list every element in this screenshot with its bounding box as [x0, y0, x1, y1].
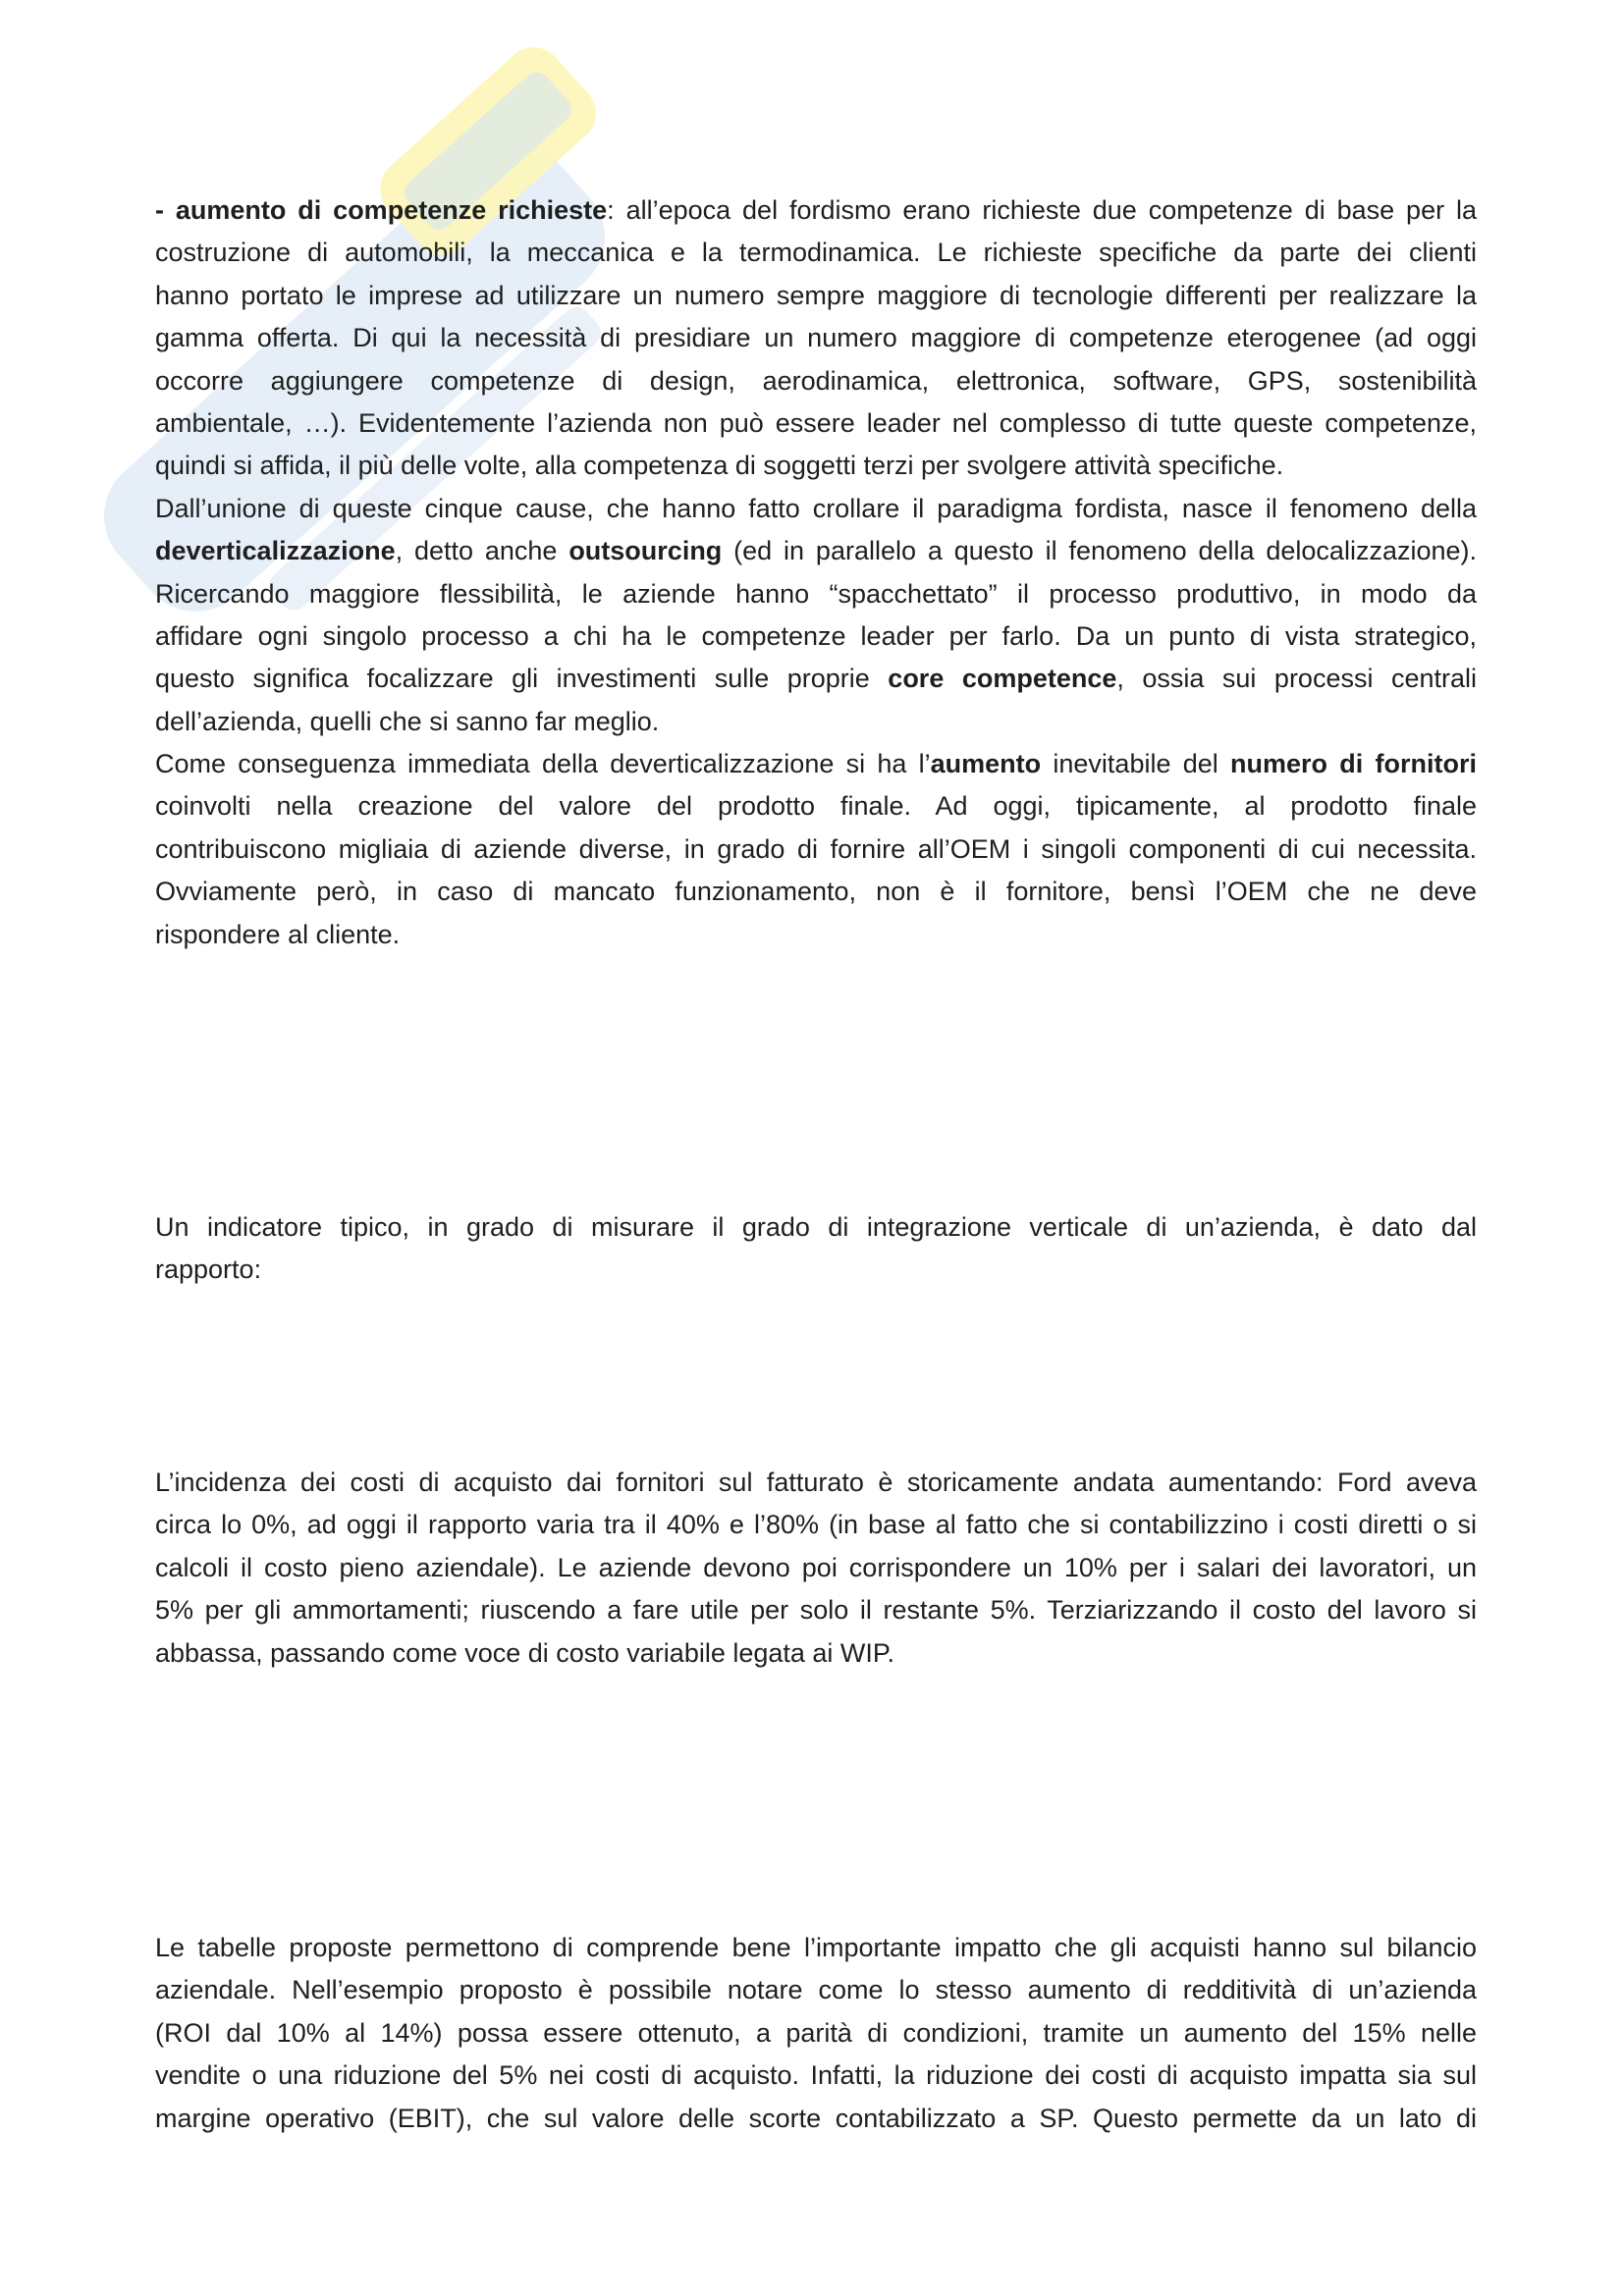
- text-line: [155, 701, 1477, 743]
- text-line: [155, 1249, 1477, 1291]
- text-span: occorre aggiungere competenze di design, aerodinamica, elettronica, software, GPS, sostenibilità: [155, 365, 1477, 396]
- text-line: [155, 317, 1477, 359]
- text-span: quindi si affida, il più delle volte, alla competenza di soggetti terzi per svolgere attività specifiche.: [155, 451, 1284, 481]
- text-line: [155, 402, 1477, 445]
- text-line: [155, 360, 1477, 402]
- text-line: [155, 445, 1477, 487]
- text-span: : all’epoca del fordismo erano richieste due competenze di base per la: [607, 195, 1477, 225]
- text-span: Come conseguenza immediata della deverticalizzazione si ha l’: [155, 749, 931, 779]
- text-line: [155, 2012, 1477, 2055]
- text-line: [155, 1969, 1477, 2011]
- text-span: gamma offerta. Di qui la necessità di presidiare un numero maggiore di competenze eterogenee (ad oggi: [155, 323, 1477, 353]
- text-span: ambientale, …). Evidentemente l’azienda non può essere leader nel complesso di tutte queste competenze,: [155, 407, 1477, 438]
- paragraph-tabelle: [155, 1927, 1477, 2140]
- text-span: rapporto:: [155, 1255, 262, 1285]
- text-line: [155, 1206, 1477, 1249]
- text-line: [155, 743, 1477, 785]
- text-span: hanno portato le imprese ad utilizzare un numero sempre maggiore di tecnologie differenti per realizzare la: [155, 280, 1477, 310]
- text-line: [155, 828, 1477, 871]
- bold-term: outsourcing: [568, 536, 723, 566]
- bold-term: numero di fornitori: [1230, 749, 1477, 779]
- text-span: affidare ogni singolo processo a chi ha le competenze leader per farlo. Da un punto di vista strategico,: [155, 620, 1477, 651]
- text-line: [155, 1927, 1477, 1969]
- text-span: questo significa focalizzare gli investimenti sulle proprie: [155, 664, 889, 694]
- text-line: [155, 1589, 1477, 1631]
- text-line: [155, 488, 1477, 530]
- text-line: [155, 658, 1477, 700]
- text-block-indicatore: [155, 1206, 1477, 1292]
- text-line: [155, 615, 1477, 658]
- text-line: [155, 232, 1477, 274]
- text-span: vendite o una riduzione del 5% nei costi di acquisto. Infatti, la riduzione dei costi di acquisto impatta sia sul: [155, 2060, 1477, 2091]
- text-span: Le tabelle proposte permettono di comprende bene l’importante impatto che gli acquisti hanno sul bilancio: [155, 1933, 1477, 1962]
- text-span: coinvolti nella creazione del valore del prodotto finale. Ad oggi, tipicamente, al prodotto finale: [155, 791, 1477, 822]
- text-block-tabelle: [155, 1927, 1477, 2140]
- text-span: L’incidenza dei costi di acquisto dai fornitori sul fatturato è storicamente andata aumentando: Ford aveva: [155, 1468, 1477, 1497]
- paragraph-deverticalizzazione: [155, 488, 1477, 743]
- text-span: circa lo 0%, ad oggi il rapporto varia tra il 40% e l’80% (in base al fatto che si contabilizzino i costi diretti o si: [155, 1510, 1477, 1540]
- text-line: [155, 1462, 1477, 1504]
- text-span: , ossia sui processi centrali: [1116, 664, 1477, 694]
- text-span: costruzione di automobili, la meccanica e la termodinamica. Le richieste specifiche da parte dei clienti: [155, 238, 1477, 268]
- text-span: 5% per gli ammortamenti; riuscendo a fare utile per solo il restante 5%. Terziarizzando il costo del lavoro si: [155, 1595, 1477, 1626]
- text-line: [155, 871, 1477, 913]
- text-span: inevitabile del: [1041, 749, 1231, 779]
- bold-term: aumento: [930, 749, 1042, 779]
- text-span: dell’azienda, quelli che si sanno far meglio.: [155, 706, 660, 736]
- text-span: Ovviamente però, in caso di mancato funzionamento, non è il fornitore, bensì l’OEM che ne deve: [155, 877, 1477, 907]
- text-span: rispondere al cliente.: [155, 919, 401, 949]
- paragraph-competenze: [155, 189, 1477, 488]
- text-span: Ricercando maggiore flessibilità, le aziende hanno “spacchettato” il processo produttivo, in modo da: [155, 578, 1477, 609]
- paragraph-incidenza-costi: [155, 1462, 1477, 1675]
- text-span: Un indicatore tipico, in grado di misurare il grado di integrazione verticale di un’azienda, è dato dal: [155, 1212, 1477, 1242]
- text-line: [155, 189, 1477, 232]
- text-line: [155, 2055, 1477, 2097]
- text-span: (ed in parallelo a questo il fenomeno della delocalizzazione).: [722, 536, 1477, 566]
- text-line: [155, 1504, 1477, 1546]
- text-span: calcoli il costo pieno aziendale). Le aziende devono poi corrispondere un 10% per i salari dei lavoratori, un: [155, 1552, 1477, 1582]
- text-line: [155, 785, 1477, 828]
- bold-term: - aumento di competenze richieste: [155, 195, 608, 225]
- text-span: (ROI dal 10% al 14%) possa essere ottenuto, a parità di condizioni, tramite un aumento del 15% nelle: [155, 2017, 1477, 2048]
- text-line: [155, 1547, 1477, 1589]
- text-block-incidenza: [155, 1462, 1477, 1675]
- bold-term: core competence: [888, 664, 1117, 694]
- text-line: [155, 530, 1477, 572]
- text-line: [155, 914, 1477, 956]
- text-line: [155, 573, 1477, 615]
- text-line: [155, 1632, 1477, 1675]
- text-span: contribuiscono migliaia di aziende diverse, in grado di fornire all’OEM i singoli componenti di cui necessita.: [155, 833, 1477, 864]
- bold-term: deverticalizzazione: [155, 536, 396, 566]
- text-span: , detto anche: [395, 536, 569, 566]
- text-span: aziendale. Nell’esempio proposto è possibile notare come lo stesso aumento di redditività di un’azienda: [155, 1975, 1477, 2005]
- text-block-top: [155, 189, 1477, 956]
- text-span: margine operativo (EBIT), che sul valore delle scorte contabilizzato a SP. Questo permette da un lato di: [155, 2103, 1477, 2133]
- text-line: [155, 2098, 1477, 2140]
- text-span: Dall’unione di queste cinque cause, che hanno fatto crollare il paradigma fordista, nasce il fenomeno della: [155, 493, 1477, 523]
- paragraph-fornitori: [155, 743, 1477, 956]
- text-span: abbassa, passando come voce di costo variabile legata ai WIP.: [155, 1637, 894, 1668]
- text-line: [155, 275, 1477, 317]
- paragraph-indicatore: [155, 1206, 1477, 1292]
